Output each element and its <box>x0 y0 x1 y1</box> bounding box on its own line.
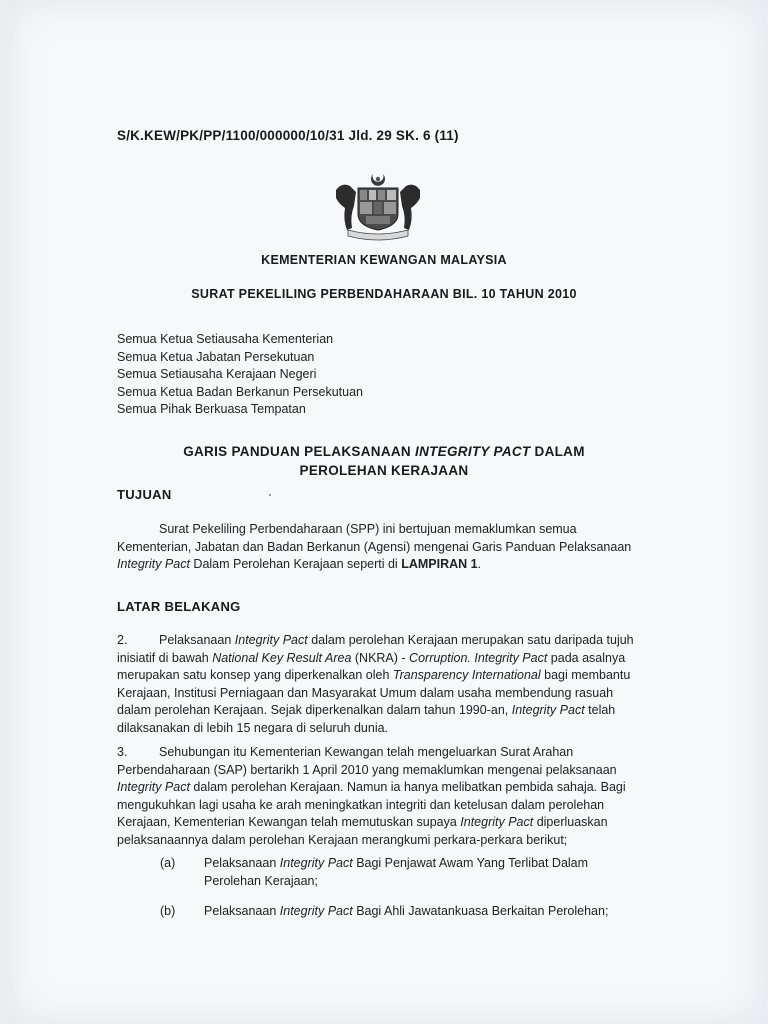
reference-number: S/K.KEW/PK/PP/1100/000000/10/31 Jld. 29 SK. 6 (11) <box>117 128 459 143</box>
paragraph-tujuan: Surat Pekeliling Perbendaharaan (SPP) ini bertujuan memaklumkan semua Kementerian, Jabatan dan Badan Berkanun (Agensi) mengenai Garis Panduan Pelaksanaan Integrity Pact Dalam Perolehan Kerajaan seperti di LAMPIRAN 1. <box>117 522 632 571</box>
list-item-b: (b) Pelaksanaan Integrity Pact Bagi Ahli Jawatankuasa Berkaitan Perolehan; <box>160 904 609 918</box>
section-heading-tujuan: TUJUAN <box>117 487 172 502</box>
circular-title: SURAT PEKELILING PERBENDAHARAAN BIL. 10 TAHUN 2010 <box>191 287 577 301</box>
coat-of-arms-emblem <box>326 170 430 242</box>
recipient-item: Semua Ketua Setiausaha Kementerian <box>117 332 334 346</box>
paragraph-3: 3. Sehubungan itu Kementerian Kewangan telah mengeluarkan Surat Arahan Perbendaharaan (SAP) bertarikh 1 April 2010 yang memaklumkan mengenai pelaksanaan Integrity Pact dalam perolehan Kerajaan. Namun ia hanya melibatkan pembida sahaja. Bagi mengukuhkan lagi usaha ke arah meningkatkan integriti dan ketelusan dalam perolehan Kerajaan, Kementerian Kewangan telah memutuskan supaya Integrity Pact diperluaskan pelaksanaannya dalam perolehan Kerajaan merangkumi perkara-perkara berikut; <box>117 745 626 847</box>
recipient-item: Semua Ketua Jabatan Persekutuan <box>117 349 315 364</box>
scan-speck <box>269 494 271 496</box>
recipient-item: Semua Setiausaha Kerajaan Negeri <box>117 367 317 382</box>
subject-title: GARIS PANDUAN PELAKSANAAN INTEGRITY PACT DALAM PEROLEHAN KERAJAAN <box>183 444 585 478</box>
recipient-item: Semua Ketua Badan Berkanun Persekutuan <box>117 384 364 399</box>
paragraph-2: 2. Pelaksanaan Integrity Pact dalam perolehan Kerajaan merupakan satu daripada tujuh inisiatif di bawah National Key Result Area (NKRA) - Corruption. Integrity Pact pada asalnya merupakan satu konsep yang diperkenalkan oleh Transparency International bagi membantu Kerajaan, Institusi Perniagaan dan Masyarakat Umum dalam usaha membendung rasuah dalam perolehan Kerajaan. Sejak diperkenalkan dalam tahun 1990-an, Integrity Pact telah dilaksanakan di lebih 15 negara di seluruh dunia. <box>117 633 634 735</box>
list-item-a: (a) Pelaksanaan Integrity Pact Bagi Penjawat Awam Yang Terlibat Dalam Perolehan Kerajaan; <box>160 856 589 888</box>
recipient-list <box>117 331 363 419</box>
section-heading-latar-belakang: LATAR BELAKANG <box>117 599 241 614</box>
recipient-item: Semua Pihak Berkuasa Tempatan <box>117 402 306 417</box>
ministry-name: KEMENTERIAN KEWANGAN MALAYSIA <box>261 253 507 267</box>
